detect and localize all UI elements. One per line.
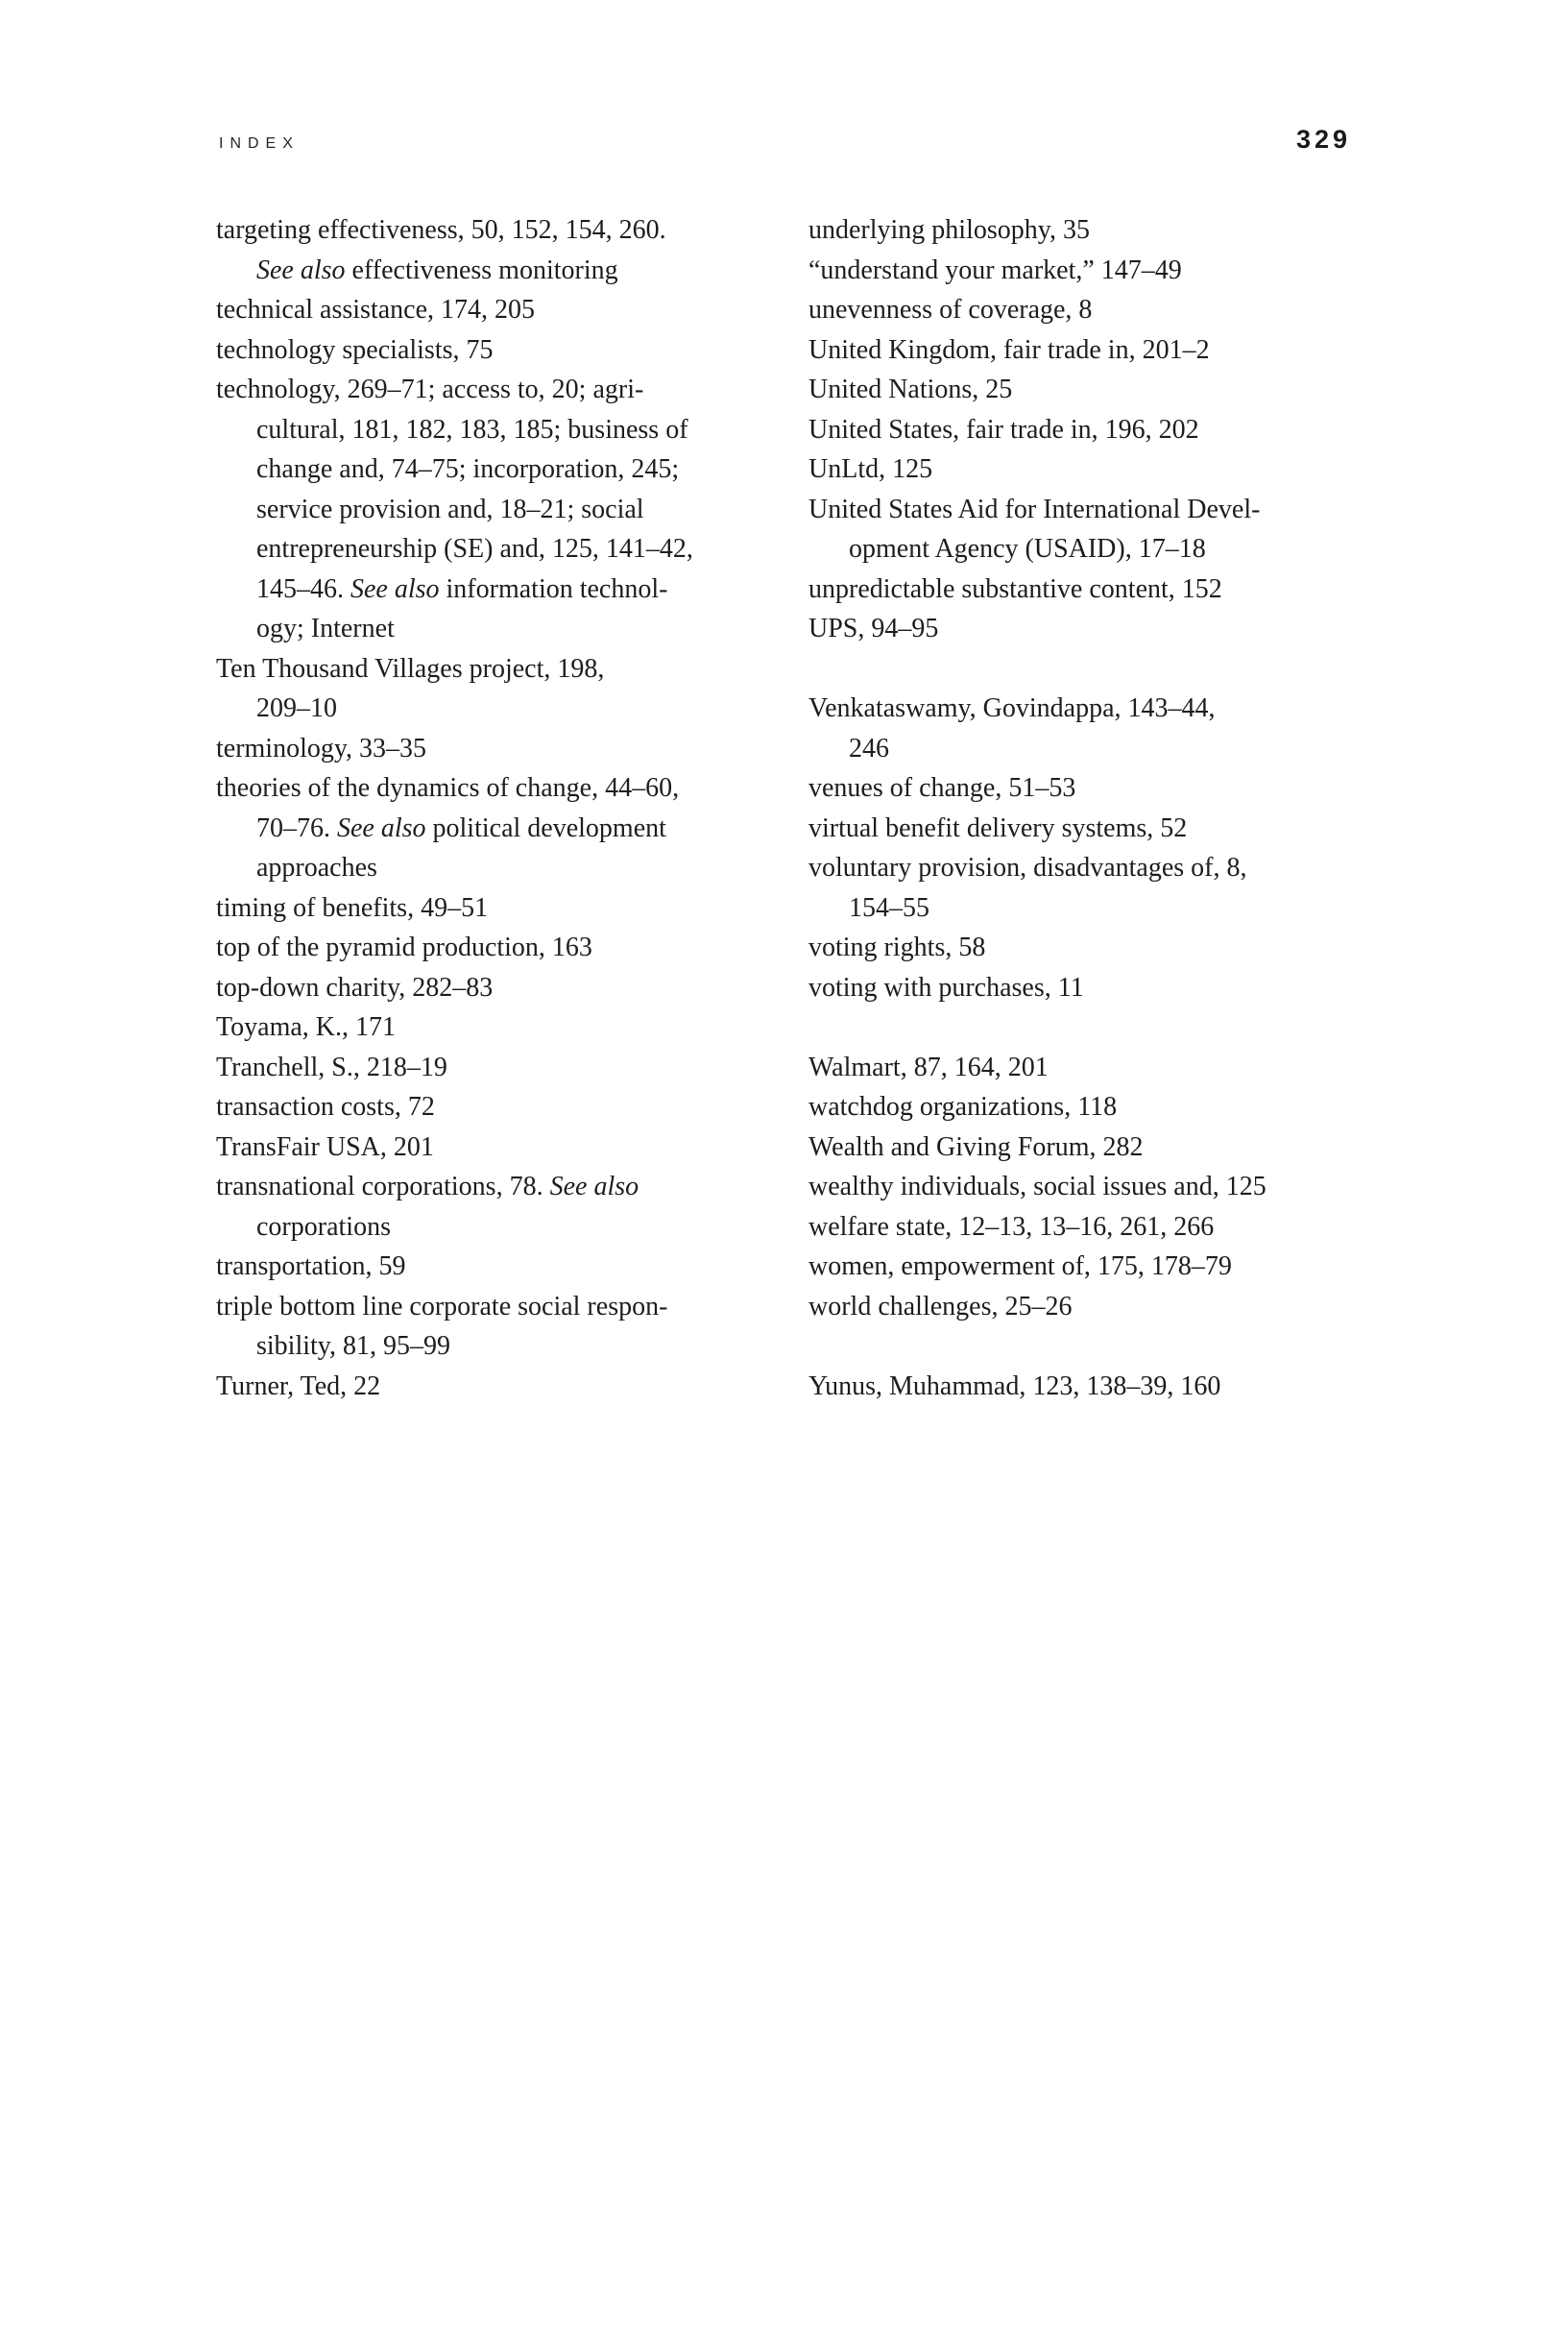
index-gap (808, 1326, 1385, 1367)
index-line (216, 888, 792, 929)
index-line (808, 529, 1385, 570)
index-line (216, 689, 792, 729)
index-line (808, 729, 1385, 769)
index-line-text: Toyama, K., 171 (216, 1012, 397, 1042)
index-line (216, 1007, 792, 1048)
index-line (216, 529, 792, 570)
index-line-text: Ten Thousand Villages project, 198, (216, 653, 605, 684)
index-line-text: United States, fair trade in, 196, 202 (808, 414, 1199, 445)
index-line (216, 609, 792, 649)
index-line-text: women, empowerment of, 175, 178–79 (808, 1251, 1232, 1281)
index-gap (808, 1007, 1385, 1048)
index-line-text: approaches (256, 853, 377, 883)
index-line-text: effectiveness monitoring (345, 255, 618, 285)
index-line-text: unpredictable substantive content, 152 (808, 573, 1222, 604)
index-line-text: opment Agency (USAID), 17–18 (849, 534, 1206, 564)
running-head: INDEX (219, 135, 300, 152)
index-line-text: Venkataswamy, Govindappa, 143–44, (808, 693, 1216, 723)
index-line-text: Yunus, Muhammad, 123, 138–39, 160 (808, 1370, 1221, 1401)
index-line (808, 251, 1385, 291)
index-line (216, 1287, 792, 1327)
index-line (216, 1128, 792, 1168)
index-line (216, 968, 792, 1008)
index-line-text: watchdog organizations, 118 (808, 1092, 1118, 1122)
page-number: 329 (1295, 125, 1351, 154)
index-line (216, 768, 792, 809)
index-line-text: change and, 74–75; incorporation, 245; (256, 454, 680, 484)
index-line (808, 809, 1385, 849)
index-line (808, 848, 1385, 888)
index-line-text: TransFair USA, 201 (216, 1131, 434, 1162)
index-line-text: 246 (849, 733, 889, 764)
index-line-text: 209–10 (256, 693, 337, 723)
index-line (808, 570, 1385, 610)
index-line (216, 928, 792, 968)
index-line-text: Turner, Ted, 22 (216, 1370, 381, 1401)
index-line (216, 570, 792, 610)
index-line (216, 1247, 792, 1287)
index-line-text: United Nations, 25 (808, 375, 1013, 404)
index-line (808, 290, 1385, 330)
index-line (808, 1128, 1385, 1168)
index-line (808, 330, 1385, 371)
index-line (216, 490, 792, 530)
index-line-text: UPS, 94–95 (808, 614, 939, 643)
index-line (216, 290, 792, 330)
index-line-text: cultural, 181, 182, 183, 185; business of (256, 414, 688, 445)
index-line-text: transnational corporations, 78. (216, 1172, 550, 1201)
index-line-text: entrepreneurship (SE) and, 125, 141–42, (256, 534, 693, 564)
index-line (808, 888, 1385, 929)
index-line (216, 1207, 792, 1248)
index-line (808, 210, 1385, 251)
index-line (808, 1087, 1385, 1128)
index-line-text: Walmart, 87, 164, 201 (808, 1052, 1049, 1082)
index-line-text: Tranchell, S., 218–19 (216, 1052, 447, 1082)
index-line-cross-reference: See also (337, 812, 426, 843)
index-line (216, 1167, 792, 1207)
index-line (216, 1367, 792, 1407)
index-line (216, 251, 792, 291)
index-column-right (808, 210, 1385, 1406)
index-line (216, 1326, 792, 1367)
index-line-text: United States Aid for International Devel- (808, 494, 1261, 524)
index-line-text: service provision and, 18–21; social (256, 494, 644, 524)
index-line (216, 809, 792, 849)
index-line-text: 145–46. (256, 573, 350, 604)
index-line (808, 968, 1385, 1008)
index-line-text: technical assistance, 174, 205 (216, 295, 536, 325)
index-line (808, 490, 1385, 530)
index-line (216, 1048, 792, 1088)
index-line (808, 1367, 1385, 1407)
index-line-text: United Kingdom, fair trade in, 201–2 (808, 334, 1210, 365)
index-line-text: “understand your market,” 147–49 (808, 255, 1182, 285)
index-line (808, 1167, 1385, 1207)
index-line-cross-reference: See also (256, 255, 346, 285)
index-line-text: targeting effectiveness, 50, 152, 154, 260. (216, 215, 666, 245)
index-line-text: theories of the dynamics of change, 44–60, (216, 773, 680, 803)
index-line (808, 1287, 1385, 1327)
index-line-text: world challenges, 25–26 (808, 1291, 1073, 1321)
index-line-text: wealthy individuals, social issues and, 125 (808, 1172, 1266, 1201)
index-gap (808, 649, 1385, 690)
index-line (216, 649, 792, 690)
index-line-text: ogy; Internet (256, 614, 395, 643)
index-line (808, 449, 1385, 490)
index-line-text: top-down charity, 282–83 (216, 972, 494, 1003)
index-line (216, 1087, 792, 1128)
index-line (808, 689, 1385, 729)
index-line-text: terminology, 33–35 (216, 733, 427, 764)
index-line (216, 330, 792, 371)
index-line (216, 848, 792, 888)
index-line (216, 370, 792, 410)
index-line-text: welfare state, 12–13, 13–16, 261, 266 (808, 1211, 1215, 1242)
index-line (216, 449, 792, 490)
index-line-text: corporations (256, 1211, 391, 1242)
index-line-text: transaction costs, 72 (216, 1092, 435, 1122)
index-line (808, 609, 1385, 649)
index-line-text: technology specialists, 75 (216, 334, 494, 365)
index-line-text: underlying philosophy, 35 (808, 215, 1090, 245)
index-line-text: 154–55 (849, 892, 929, 923)
index-line-text: virtual benefit delivery systems, 52 (808, 812, 1188, 843)
index-line (216, 210, 792, 251)
index-line-text: information technol- (439, 573, 668, 604)
index-line (216, 410, 792, 450)
index-line-text: voting rights, 58 (808, 933, 986, 962)
index-line-text: venues of change, 51–53 (808, 773, 1076, 803)
page-header (219, 125, 1351, 155)
index-line-text: top of the pyramid production, 163 (216, 933, 592, 962)
index-line-text: voting with purchases, 11 (808, 972, 1084, 1003)
index-line-text: political development (425, 812, 666, 843)
index-line (808, 1207, 1385, 1248)
index-line (808, 768, 1385, 809)
index-line-text: unevenness of coverage, 8 (808, 295, 1093, 325)
index-line-cross-reference: See also (350, 573, 440, 604)
index-line-text: voluntary provision, disadvantages of, 8, (808, 853, 1247, 883)
index-line-text: 70–76. (256, 812, 337, 843)
index-line (216, 729, 792, 769)
index-line (808, 1048, 1385, 1088)
index-line-text: Wealth and Giving Forum, 282 (808, 1131, 1144, 1162)
index-line-text: technology, 269–71; access to, 20; agri- (216, 375, 644, 404)
index-line-text: timing of benefits, 49–51 (216, 892, 489, 923)
index-line-text: sibility, 81, 95–99 (256, 1331, 450, 1361)
index-line-text: transportation, 59 (216, 1251, 406, 1281)
index-line-text: triple bottom line corporate social respon- (216, 1291, 668, 1321)
index-line (808, 410, 1385, 450)
index-line (808, 370, 1385, 410)
index-line-cross-reference: See also (549, 1172, 639, 1201)
index-column-left (216, 210, 792, 1406)
index-line (808, 1247, 1385, 1287)
index-line (808, 928, 1385, 968)
index-line-text: UnLtd, 125 (808, 454, 933, 484)
